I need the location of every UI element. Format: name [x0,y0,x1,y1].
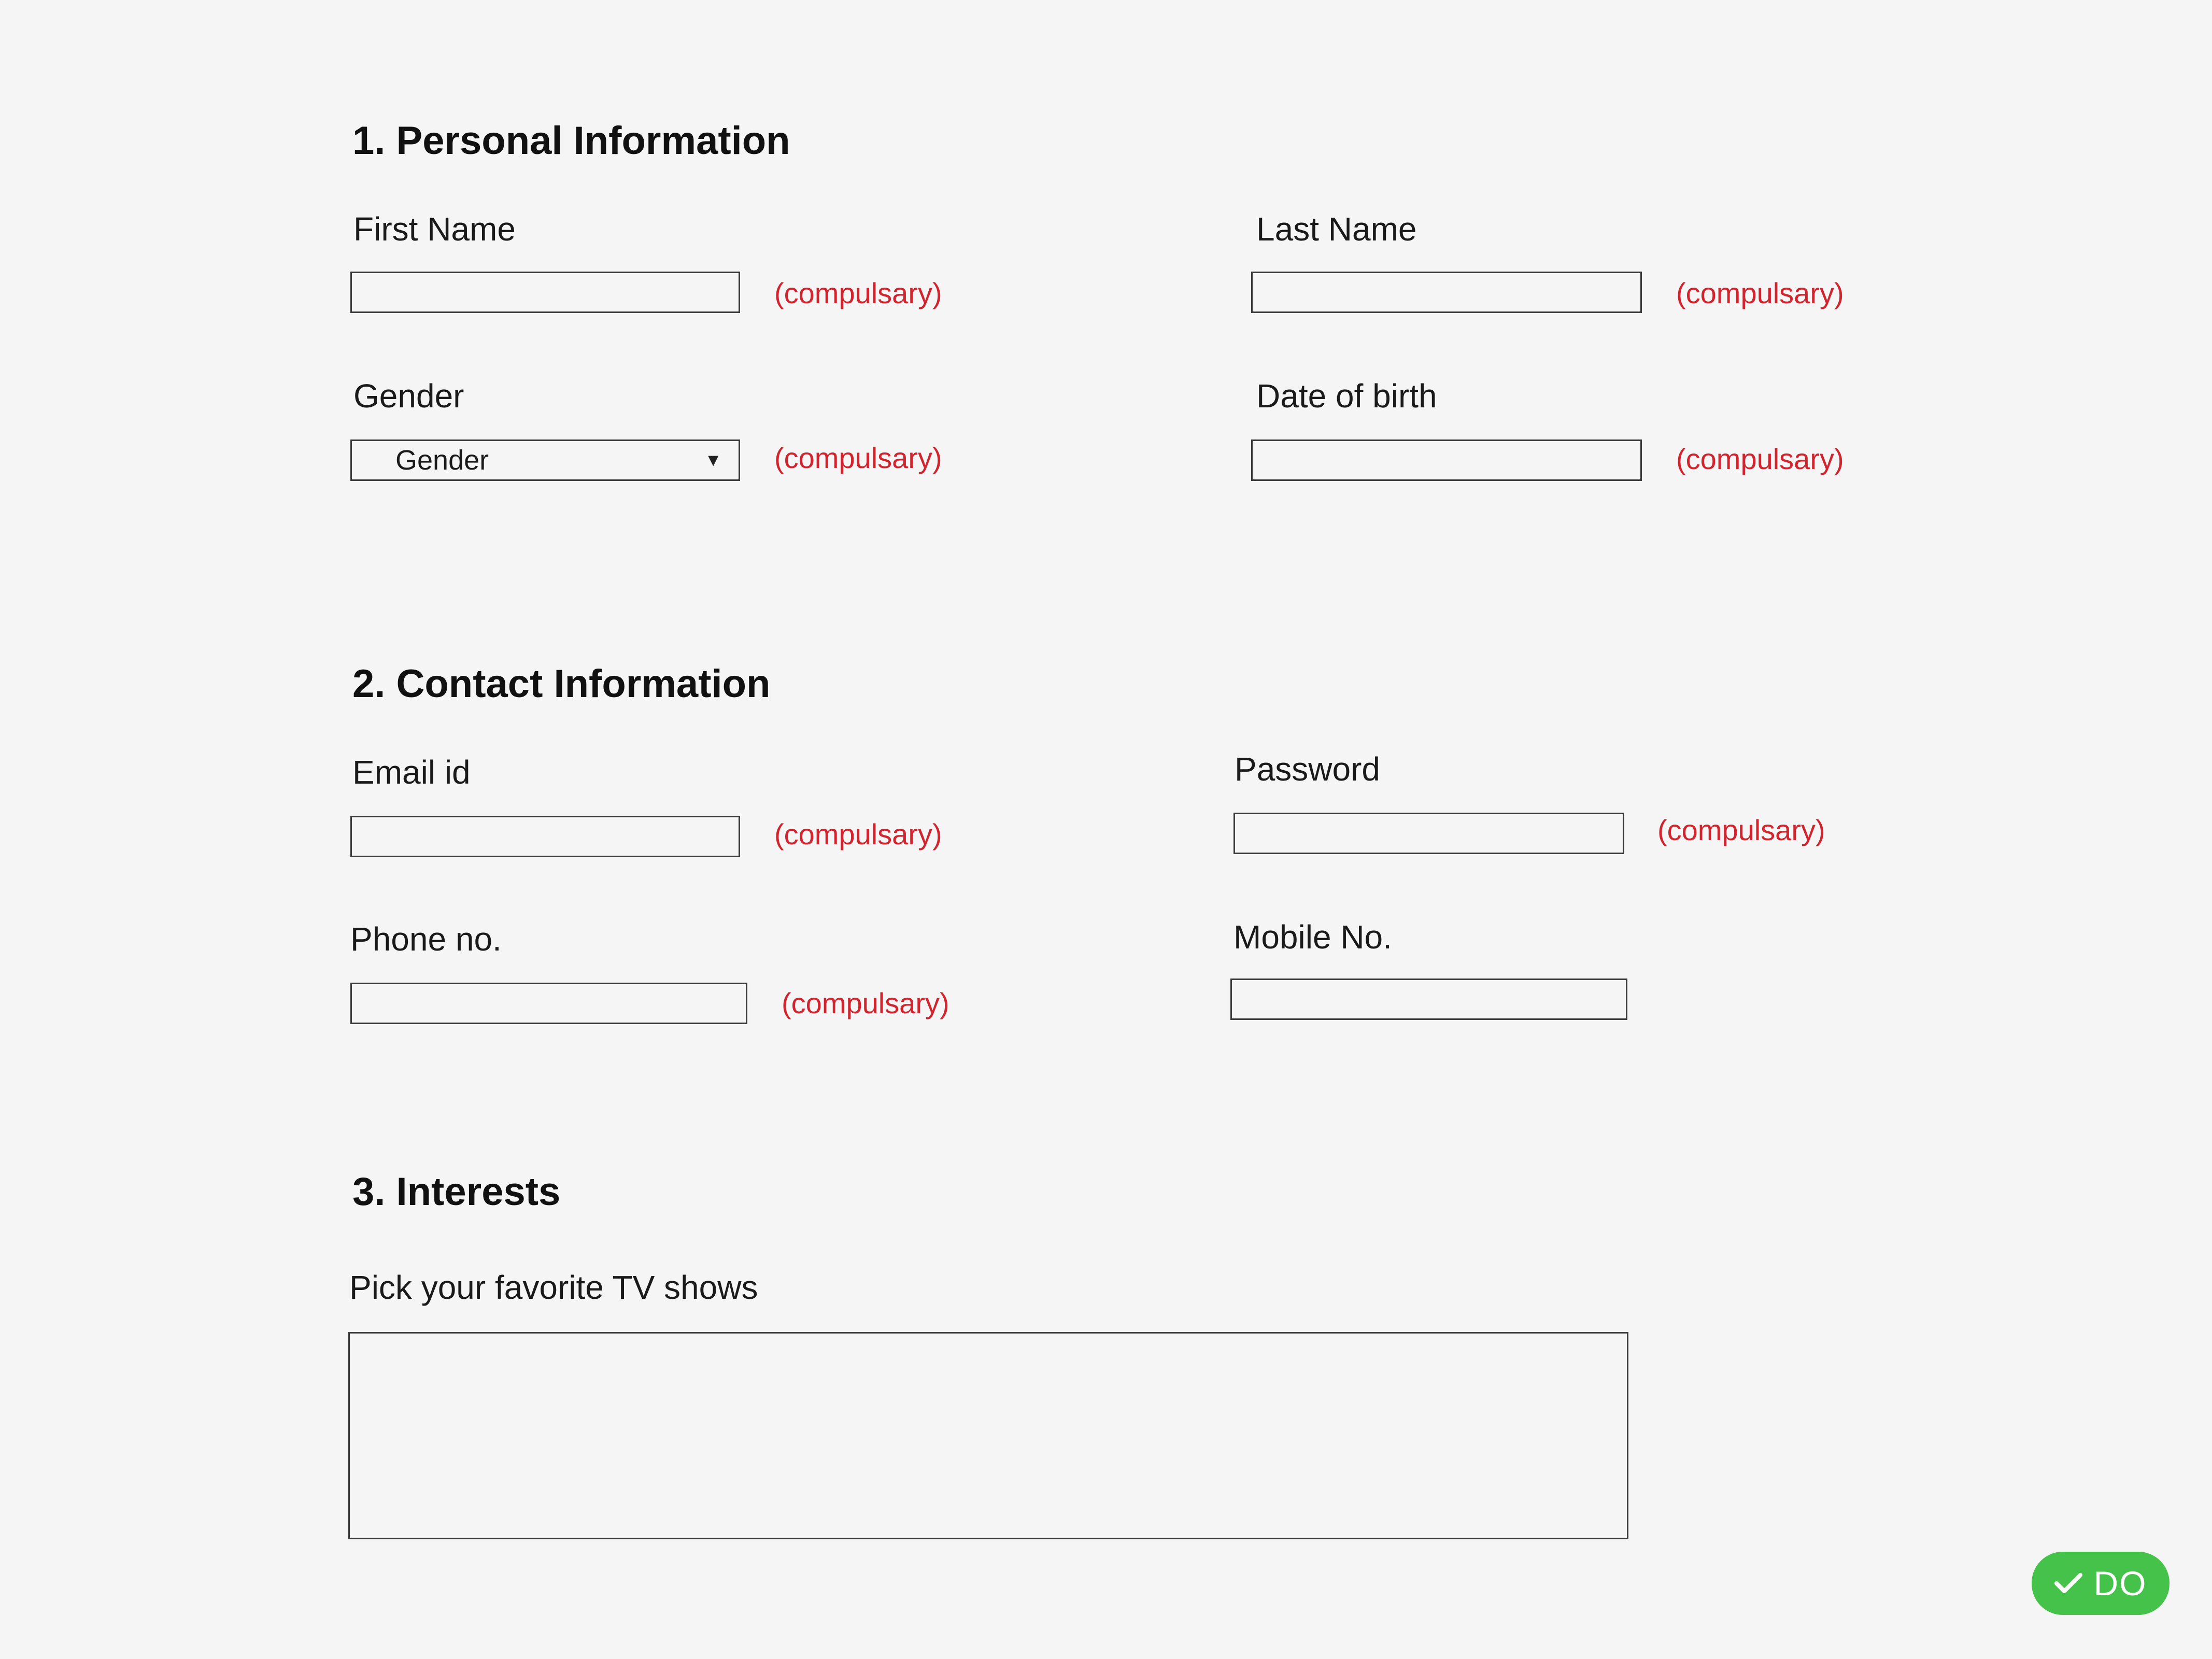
section-title-contact: 2. Contact Information [352,662,771,706]
mobile-input[interactable] [1230,979,1627,1020]
mobile-label: Mobile No. [1233,918,1392,956]
last-name-label: Last Name [1256,210,1417,248]
gender-select-value: Gender [395,445,489,476]
first-name-required-note: (compulsary) [774,277,942,309]
first-name-label: First Name [353,210,516,248]
email-input[interactable] [350,816,740,857]
phone-input[interactable] [350,983,747,1024]
email-label: Email id [352,754,471,791]
section-title-personal: 1. Personal Information [352,119,790,163]
dob-required-note: (compulsary) [1676,443,1844,475]
last-name-required-note: (compulsary) [1676,277,1844,309]
caret-down-icon: ▼ [704,450,722,470]
gender-required-note: (compulsary) [774,442,942,474]
tv-shows-label: Pick your favorite TV shows [349,1269,758,1306]
tv-shows-textarea[interactable] [348,1332,1628,1539]
section-title-interests: 3. Interests [352,1170,561,1214]
password-required-note: (compulsary) [1657,814,1825,846]
email-required-note: (compulsary) [774,818,942,850]
do-badge[interactable] [2032,1552,2170,1615]
gender-select[interactable] [350,439,740,481]
phone-required-note: (compulsary) [782,987,949,1019]
phone-label: Phone no. [350,920,502,958]
last-name-input[interactable] [1251,272,1642,313]
password-input[interactable] [1233,813,1624,854]
dob-label: Date of birth [1256,377,1437,415]
do-badge-label: DO [2093,1564,2147,1603]
first-name-input[interactable] [350,272,740,313]
checkmark-icon [2054,1572,2082,1595]
dob-input[interactable] [1251,439,1642,481]
password-label: Password [1235,750,1380,788]
gender-label: Gender [353,377,464,415]
